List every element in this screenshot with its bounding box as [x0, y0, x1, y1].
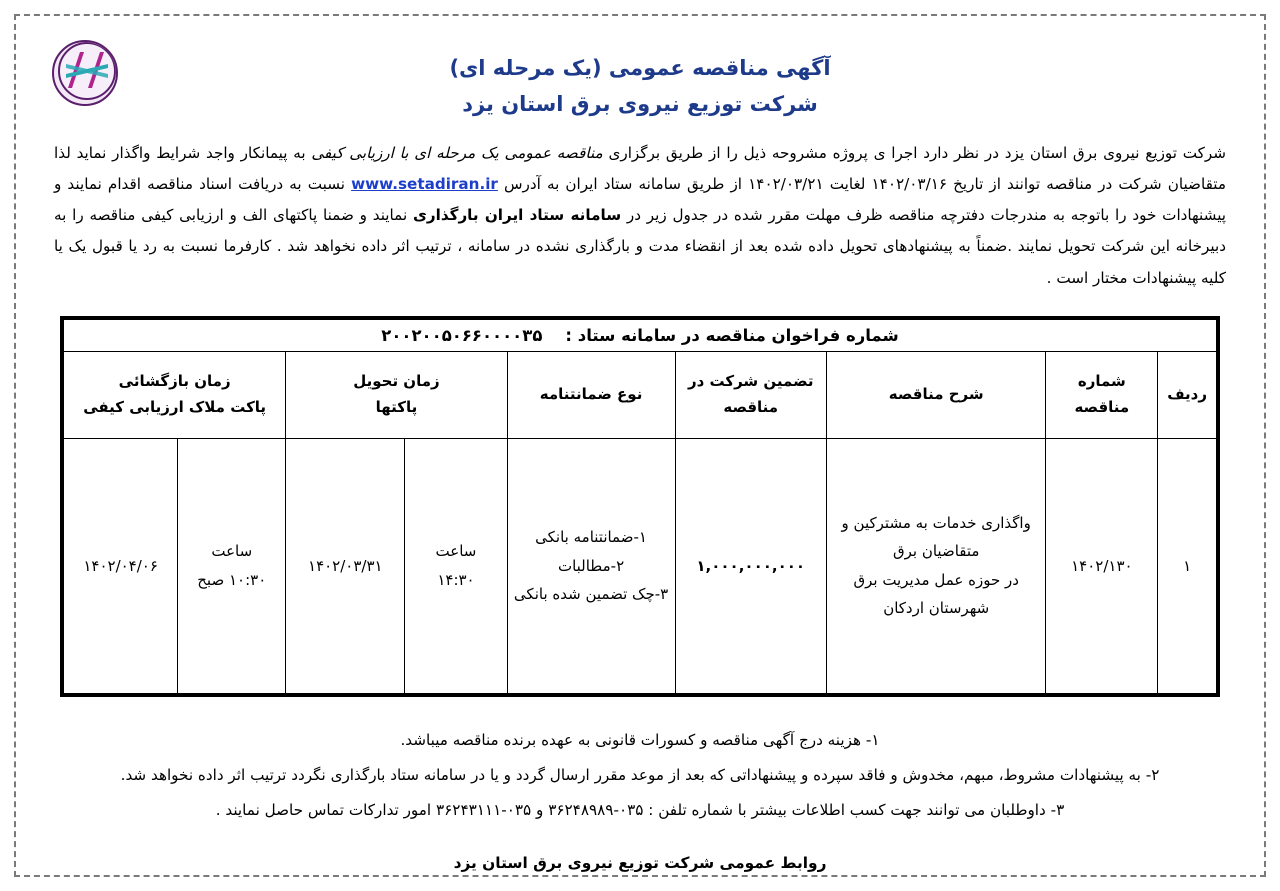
company-name: شرکت توزیع نیروی برق استان یزد	[462, 92, 818, 116]
cell-delivery-clock	[405, 438, 507, 693]
cell-delivery-clock-value: ۱۴:۳۰	[437, 570, 475, 589]
table-header-row	[64, 351, 1217, 438]
cell-opening-clock-label: ساعت	[211, 542, 253, 561]
th-delivery-time	[286, 351, 507, 438]
yazd-electricity-logo-icon	[52, 40, 118, 106]
cell-row-index: ۱	[1158, 438, 1217, 693]
intro-part-1: شرکت توزیع نیروی برق استان یزد در نظر دارد اجرا ی پروژه مشروحه ذیل را از طریق برگزاری	[602, 144, 1226, 162]
cell-description-line-3: در حوزه عمل مدیریت برق	[853, 570, 1019, 589]
intro-part-4: نمایند و ضمنا پاکتهای الف و ارزیابی کیفی مناقصه را به دبیرخانه این شرکت تحویل نمایند .ضمناً به پیشنهادهای تحویل داده شده بعد از انقضاء مدت و بارگذاری نشده در سامانه ، ترتیب اثر داده نخواهد شد . کارفرما نسبت به رد یا قبول یک یا کلیه پیشنهادات مختار است .	[54, 206, 1226, 287]
footer-text: روابط عمومی شرکت توزیع نیروی برق استان یزد	[453, 853, 827, 872]
note-item-1: ۱- هزینه درج آگهی مناقصه و کسورات قانونی به عهده برنده مناقصه میباشد.	[400, 730, 880, 749]
cell-guarantee-types	[507, 438, 675, 693]
cell-delivery-clock-label: ساعت	[435, 542, 477, 561]
th-guarantee-type: نوع ضمانتنامه	[507, 351, 675, 438]
th-tender-number: شماره مناقصه	[1046, 351, 1158, 438]
th-guarantee-amount-line1: تضمین شرکت در	[687, 372, 814, 391]
tender-reference-value: ۲۰۰۲۰۰۵۰۶۶۰۰۰۰۳۵	[381, 325, 543, 345]
table-row	[64, 438, 1217, 693]
th-opening-time	[64, 351, 286, 438]
cell-tender-number: ۱۴۰۲/۱۳۰	[1046, 438, 1158, 693]
intro-part-3: نسبت به دریافت اسناد مناقصه اقدام نمایند و پیشنهادات خود را باتوجه به مندرجات دفترچه مناقصه ظرف مهلت مقرر شده در جدول زیر در	[54, 175, 1226, 225]
guarantee-type-3: ۳-چک تضمین شده بانکی	[513, 585, 669, 604]
intro-paragraph	[54, 138, 1226, 294]
th-delivery-time-line1: زمان تحویل	[353, 372, 440, 391]
tender-table-wrapper	[60, 316, 1220, 697]
note-item-3: ۳- داوطلبان می توانند جهت کسب اطلاعات بیشتر با شماره تلفن : ۰۳۵-۳۶۲۴۸۹۸۹ و ۰۳۵-۳۶۲۴۳۱۱۱ امور تدارکات تماس حاصل نمایند .	[215, 800, 1065, 819]
th-guarantee-amount	[675, 351, 826, 438]
tender-reference-cell	[64, 319, 1217, 351]
th-delivery-time-line2: پاکتها	[375, 397, 418, 416]
intro-bold-1: سامانه ستاد ایران بارگذاری	[412, 206, 622, 225]
cell-description-line-2: متقاضیان برق	[892, 542, 980, 561]
notes-list	[54, 723, 1226, 828]
cell-opening-clock-value: ۱۰:۳۰ صبح	[197, 570, 267, 589]
tender-reference-row	[64, 319, 1217, 351]
cell-guarantee-amount: ۱,۰۰۰,۰۰۰,۰۰۰	[675, 438, 826, 693]
cell-delivery-date: ۱۴۰۲/۰۳/۳۱	[286, 438, 405, 693]
title-block	[54, 56, 1226, 116]
guarantee-type-1: ۱-ضمانتنامه بانکی	[535, 528, 647, 547]
intro-italic-1: مناقصه عمومی یک مرحله ای با ارزیابی کیفی	[311, 144, 603, 162]
document-body	[14, 14, 1266, 877]
cell-opening-date: ۱۴۰۲/۰۴/۰۶	[64, 438, 178, 693]
th-opening-time-line1: زمان بازگشائی	[118, 372, 231, 391]
cell-description-line-4: شهرستان اردکان	[883, 599, 990, 618]
th-opening-time-line2: پاکت ملاک ارزیابی کیفی	[83, 397, 267, 416]
tender-table	[63, 319, 1217, 694]
page-title: آگهی مناقصه عمومی (یک مرحله ای)	[449, 56, 831, 80]
guarantee-type-2: ۲-مطالبات	[557, 556, 625, 575]
cell-description	[826, 438, 1046, 693]
tender-reference-label: شماره فراخوان مناقصه در سامانه ستاد :	[565, 325, 899, 345]
th-row: ردیف	[1158, 351, 1217, 438]
th-guarantee-amount-line2: مناقصه	[723, 397, 779, 416]
intro-part-2: به پیمانکار واجد شرایط واگذار نماید لذا متقاضیان شرکت در مناقصه توانند از تاریخ ۱۴۰۲/۰۳/۱۶ لغایت ۱۴۰۲/۰۳/۲۱ از طریق سامانه ستاد ایران به آدرس	[54, 144, 1226, 194]
note-item-2: ۲- به پیشنهادات مشروط، مبهم، مخدوش و فاقد سپرده و پیشنهاداتی که بعد از موعد مقرر ارسال گردد و یا در سامانه ستاد بارگذاری نگردد ترتیب اثر داده نخواهد شد.	[120, 765, 1160, 784]
setadiran-link[interactable]: www.setadiran.ir	[351, 175, 498, 194]
cell-description-line-1: واگذاری خدمات به مشترکین و	[841, 513, 1031, 532]
th-description: شرح مناقصه	[826, 351, 1046, 438]
cell-opening-clock	[178, 438, 286, 693]
